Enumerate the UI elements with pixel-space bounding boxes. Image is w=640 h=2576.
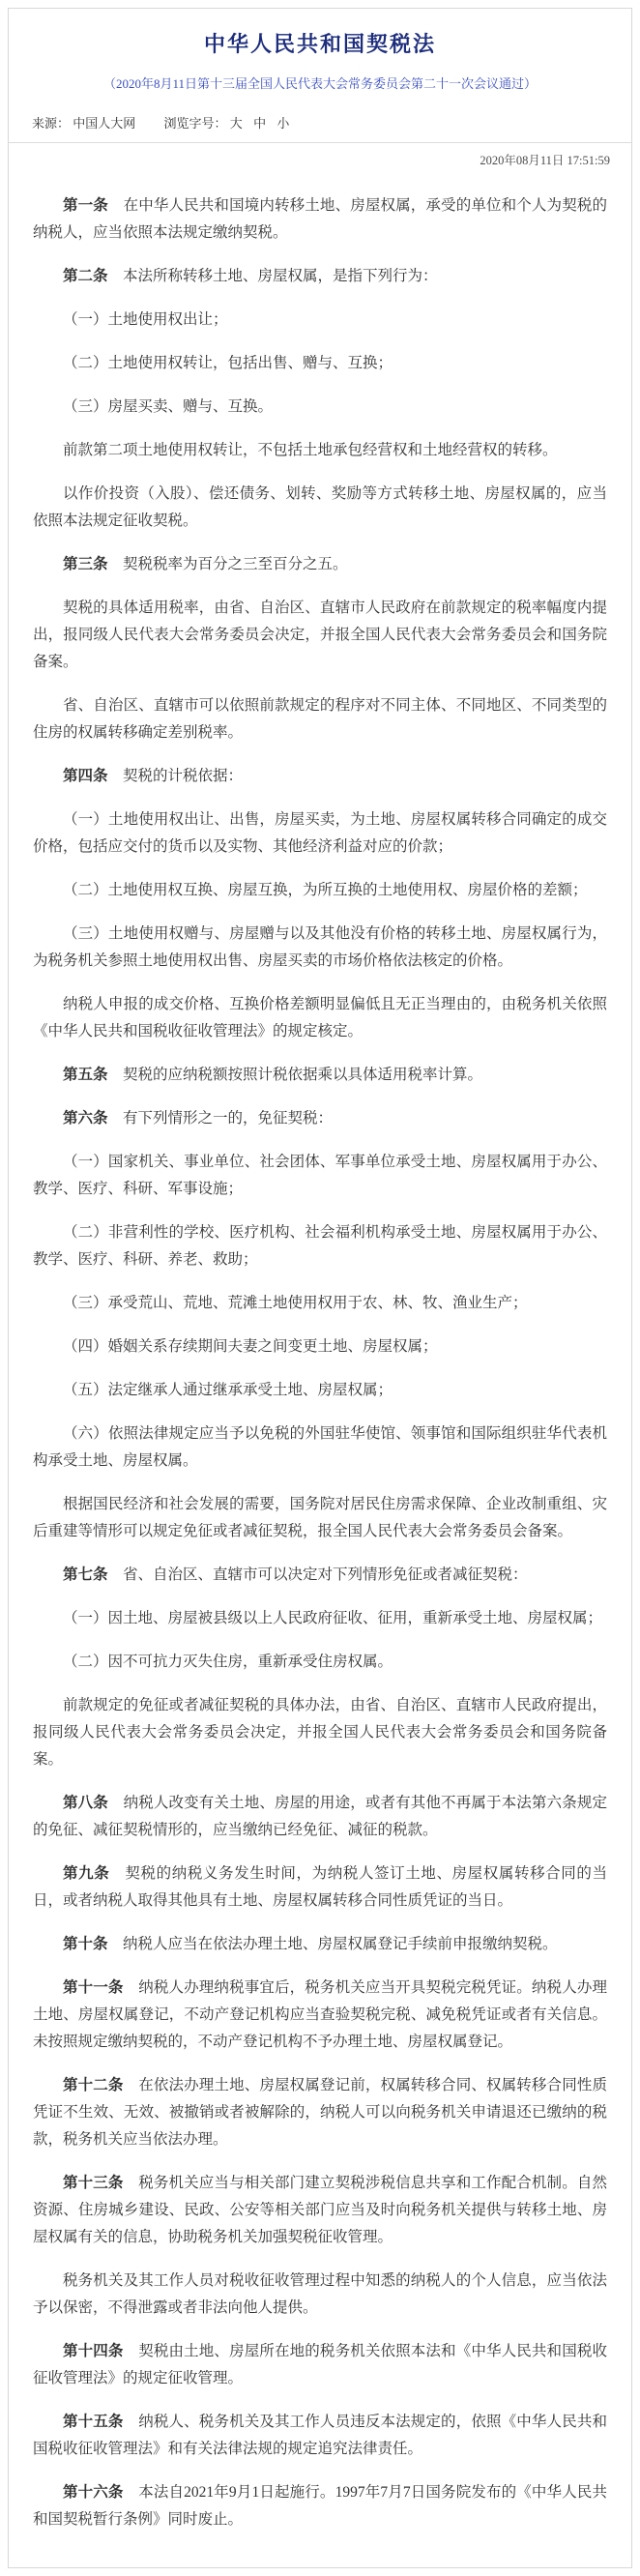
law-paragraph: 前款规定的免征或者减征契税的具体办法，由省、自治区、直辖市人民政府提出，报同级人民代表大会常务委员会决定，并报全国人民代表大会常务委员会和国务院备案。 xyxy=(33,1697,607,1768)
law-article-paragraph: 第四条 契税的计税依据： xyxy=(63,768,244,784)
law-paragraph: 省、自治区、直辖市可以依照前款规定的程序对不同主体、不同地区、不同类型的住房的权属转移确定差别税率。 xyxy=(33,697,607,741)
law-paragraph: 纳税人申报的成交价格、互换价格差额明显偏低且无正当理由的，由税务机关依照《中华人民共和国税收征收管理法》的规定核定。 xyxy=(33,996,607,1039)
article-number: 第八条 xyxy=(63,1795,108,1811)
law-paragraph: 契税的具体适用税率，由省、自治区、直辖市人民政府在前款规定的税率幅度内提出，报同级人民代表大会常务委员会决定，并报全国人民代表大会常务委员会和国务院备案。 xyxy=(33,600,607,670)
law-paragraph: （一）土地使用权出让、出售，房屋买卖，为土地、房屋权属转移合同确定的成交价格，包括应交付的货币以及实物、其他经济利益对应的价款； xyxy=(33,811,607,855)
article-number: 第四条 xyxy=(63,768,108,784)
source-value: 中国人大网 xyxy=(73,116,136,131)
law-paragraph: （二）土地使用权互换、房屋互换，为所互换的土地使用权、房屋价格的差额； xyxy=(63,882,588,898)
law-article-paragraph: 第二条 本法所称转移土地、房屋权属，是指下列行为： xyxy=(63,268,438,284)
article-number: 第五条 xyxy=(63,1067,108,1083)
article-number: 第十条 xyxy=(63,1936,108,1952)
article-number: 第三条 xyxy=(63,556,108,572)
law-paragraph: 税务机关及其工作人员对税收征收管理过程中知悉的纳税人的个人信息，应当依法予以保密，不得泄露或者非法向他人提供。 xyxy=(33,2272,607,2316)
article-number: 第十四条 xyxy=(63,2343,124,2359)
law-article-paragraph: 第六条 有下列情形之一的，免征契税： xyxy=(63,1110,334,1127)
law-paragraph: 前款第二项土地使用权转让，不包括土地承包经营权和土地经营权的转移。 xyxy=(63,442,558,458)
law-article-paragraph: 第九条 契税的纳税义务发生时间，为纳税人签订土地、房屋权属转移合同的当日，或者纳税人取得其他具有土地、房屋权属转移合同性质凭证的当日。 xyxy=(33,1865,607,1909)
source-label: 来源： xyxy=(32,116,71,131)
law-article-paragraph: 第十六条 本法自2021年9月1日起施行。1997年7月7日国务院发布的《中华人民共和国契税暂行条例》同时废止。 xyxy=(33,2484,607,2528)
law-article-paragraph: 第十三条 税务机关应当与相关部门建立契税涉税信息共享和工作配合机制。自然资源、住房城乡建设、民政、公安等相关部门应当及时向税务机关提供与转移土地、房屋权属有关的信息，协助税务机关加强契税征收管理。 xyxy=(33,2175,607,2245)
law-paragraph: （二）土地使用权转让，包括出售、赠与、互换； xyxy=(63,355,393,371)
law-paragraph: （一）国家机关、事业单位、社会团体、军事单位承受土地、房屋权属用于办公、教学、医疗、科研、军事设施； xyxy=(33,1154,607,1197)
law-article-paragraph: 第十二条 在依法办理土地、房屋权属登记前，权属转移合同、权属转移合同性质凭证不生效、无效、被撤销或者被解除的，纳税人可以向税务机关申请退还已缴纳的税款，税务机关应当依法办理。 xyxy=(33,2077,607,2148)
law-article-paragraph: 第十四条 契税由土地、房屋所在地的税务机关依照本法和《中华人民共和国税收征收管理法》的规定征收管理。 xyxy=(33,2343,607,2386)
article-number: 第九条 xyxy=(63,1865,110,1882)
law-paragraph: （一）因土地、房屋被县级以上人民政府征收、征用，重新承受土地、房屋权属； xyxy=(63,1610,603,1626)
font-size-option-medium[interactable]: 中 xyxy=(253,116,267,131)
law-paragraph: （三）房屋买卖、赠与、互换。 xyxy=(63,398,274,415)
article-number: 第十三条 xyxy=(63,2175,124,2191)
meta-row xyxy=(9,115,631,143)
font-size-option-small[interactable]: 小 xyxy=(276,116,290,131)
article-body xyxy=(9,169,631,2533)
article-number: 第二条 xyxy=(63,268,108,284)
article-number: 第十一条 xyxy=(63,1979,124,1996)
law-paragraph: （六）依照法律规定应当予以免税的外国驻华使馆、领事馆和国际组织驻华代表机构承受土地、房屋权属。 xyxy=(33,1425,607,1469)
law-article-paragraph: 第七条 省、自治区、直辖市可以决定对下列情形免征或者减征契税： xyxy=(63,1566,528,1583)
law-article-paragraph: 第三条 契税税率为百分之三至百分之五。 xyxy=(63,556,348,572)
law-paragraph: （一）土地使用权出让； xyxy=(63,311,228,328)
law-article-paragraph: 第十一条 纳税人办理纳税事宜后，税务机关应当开具契税完税凭证。纳税人办理土地、房屋权属登记，不动产登记机构应当查验契税完税、减免税凭证或者有关信息。未按照规定缴纳契税的，不动产登记机构不予办理土地、房屋权属登记。 xyxy=(33,1979,607,2050)
law-paragraph: （五）法定继承人通过继承承受土地、房屋权属； xyxy=(63,1382,393,1398)
font-size-option-large[interactable]: 大 xyxy=(229,116,243,131)
article-number: 第十五条 xyxy=(63,2414,124,2430)
publish-timestamp: 2020年08月11日 17:51:59 xyxy=(480,154,610,167)
law-article-paragraph: 第十条 纳税人应当在依法办理土地、房屋权属登记手续前申报缴纳契税。 xyxy=(63,1936,558,1952)
law-paragraph: 根据国民经济和社会发展的需要，国务院对居民住房需求保障、企业改制重组、灾后重建等情形可以规定免征或者减征契税，报全国人民代表大会常务委员会备案。 xyxy=(33,1496,607,1539)
law-paragraph: （三）承受荒山、荒地、荒滩土地使用权用于农、林、牧、渔业生产； xyxy=(63,1295,528,1311)
page-subtitle: （2020年8月11日第十三届全国人民代表大会常务委员会第二十一次会议通过） xyxy=(102,76,538,91)
article-number: 第十六条 xyxy=(63,2484,124,2501)
article-number: 第六条 xyxy=(63,1110,108,1127)
article-number: 第一条 xyxy=(63,197,108,214)
font-size-label: 浏览字号： xyxy=(163,116,227,131)
law-article-paragraph: 第一条 在中华人民共和国境内转移土地、房屋权属，承受的单位和个人为契税的纳税人，应当依照本法规定缴纳契税。 xyxy=(33,197,607,241)
law-article-paragraph: 第八条 纳税人改变有关土地、房屋的用途，或者有其他不再属于本法第六条规定的免征、减征契税情形的，应当缴纳已经免征、减征的税款。 xyxy=(33,1795,607,1838)
law-paragraph: （二）因不可抗力灭失住房，重新承受住房权属。 xyxy=(63,1654,393,1670)
article-number: 第十二条 xyxy=(63,2077,124,2093)
page-title: 中华人民共和国契税法 xyxy=(203,32,436,56)
law-paragraph: （三）土地使用权赠与、房屋赠与以及其他没有价格的转移土地、房屋权属行为，为税务机关参照土地使用权出售、房屋买卖的市场价格依法核定的价格。 xyxy=(33,925,607,969)
law-paragraph: （四）婚姻关系存续期间夫妻之间变更土地、房屋权属； xyxy=(63,1338,438,1355)
law-paragraph: 以作价投资（入股）、偿还债务、划转、奖励等方式转移土地、房屋权属的，应当依照本法规定征收契税。 xyxy=(33,485,607,529)
article-frame xyxy=(8,8,632,2568)
law-article-paragraph: 第五条 契税的应纳税额按照计税依据乘以具体适用税率计算。 xyxy=(63,1067,483,1083)
article-number: 第七条 xyxy=(63,1566,108,1583)
law-article-paragraph: 第十五条 纳税人、税务机关及其工作人员违反本法规定的，依照《中华人民共和国税收征收管理法》和有关法律法规的规定追究法律责任。 xyxy=(33,2414,607,2457)
law-paragraph: （二）非营利性的学校、医疗机构、社会福利机构承受土地、房屋权属用于办公、教学、医疗、科研、养老、救助； xyxy=(33,1224,607,1268)
